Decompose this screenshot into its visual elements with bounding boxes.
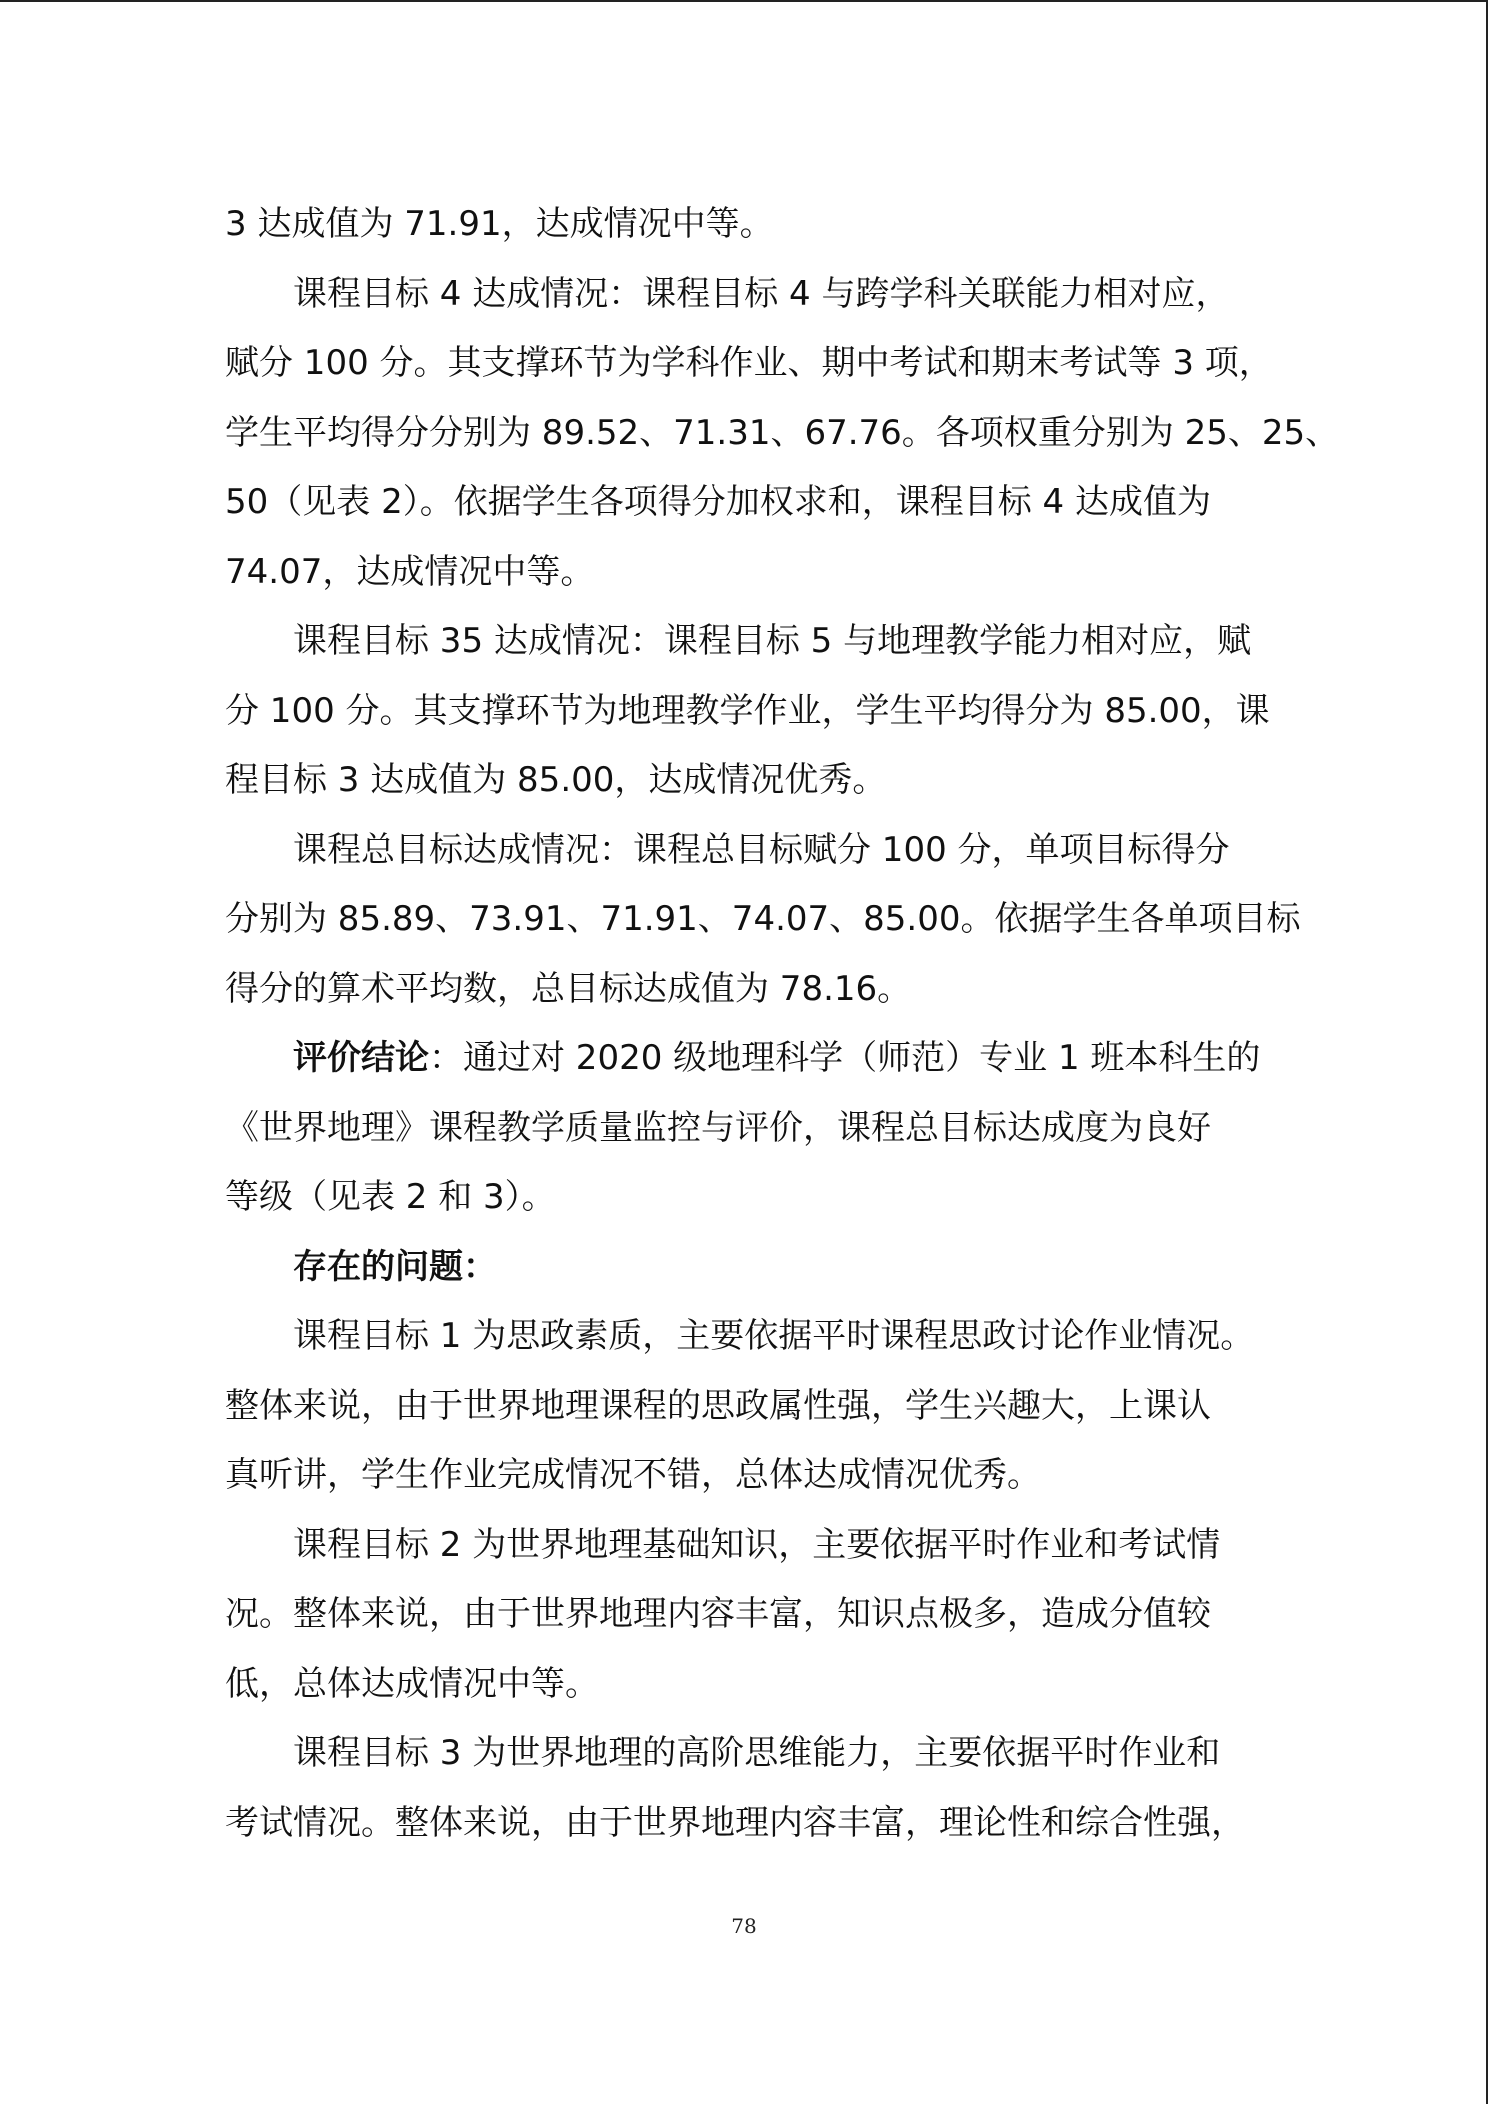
- page-number: 78: [731, 1914, 757, 1938]
- evaluation-conclusion-line: 评价结论：通过对 2020 级地理科学（师范）专业 1 班本科生的: [293, 1038, 1261, 1078]
- text-line-7: 课程目标 35 达成情况：课程目标 5 与地理教学能力相对应，赋: [293, 621, 1252, 661]
- text-line-6: 74.07，达成情况中等。: [225, 551, 595, 592]
- text-line-12: 得分的算术平均数，总目标达成值为 78.16。: [225, 968, 912, 1009]
- text-line-21: 况。整体来说，由于世界地理内容丰富，知识点极多，造成分值较: [225, 1594, 1211, 1634]
- text-line-14: 《世界地理》课程教学质量监控与评价，课程总目标达成度为良好: [225, 1107, 1211, 1148]
- text-line-10: 课程总目标达成情况：课程总目标赋分 100 分，单项目标得分: [293, 829, 1230, 870]
- text-line-2: 课程目标 4 达成情况：课程目标 4 与跨学科关联能力相对应，: [293, 273, 1230, 314]
- text-line-23: 课程目标 3 为世界地理的高阶思维能力，主要依据平时作业和: [293, 1733, 1221, 1773]
- text-line-11: 分别为 85.89、73.91、71.91、74.07、85.00。依据学生各单项目标: [225, 899, 1301, 939]
- text-line-15: 等级（见表 2 和 3）。: [225, 1177, 556, 1217]
- existing-problems-heading-line: [225, 1233, 1288, 1303]
- text-line-1: 3 达成值为 71.91，达成情况中等。: [225, 204, 774, 244]
- existing-problems-heading: 存在的问题：: [293, 1246, 497, 1287]
- text-line-19: 真听讲，学生作业完成情况不错，总体达成情况优秀。: [225, 1455, 1041, 1495]
- text-line-18: 整体来说，由于世界地理课程的思政属性强，学生兴趣大，上课认: [225, 1385, 1211, 1426]
- text-line-17: 课程目标 1 为思政素质，主要依据平时课程思政讨论作业情况。: [293, 1316, 1255, 1356]
- text-line-5: 50（见表 2）。依据学生各项得分加权求和，课程目标 4 达成值为: [225, 482, 1211, 522]
- text-line-8: 分 100 分。其支撑环节为地理教学作业，学生平均得分为 85.00，课: [225, 690, 1270, 731]
- text-line-24: 考试情况。整体来说，由于世界地理内容丰富，理论性和综合性强，: [225, 1802, 1245, 1843]
- text-line-20: 课程目标 2 为世界地理基础知识，主要依据平时作业和考试情: [293, 1524, 1221, 1565]
- text-line-22: 低，总体达成情况中等。: [225, 1663, 599, 1704]
- text-line-3: 赋分 100 分。其支撑环节为学科作业、期中考试和期末考试等 3 项，: [225, 343, 1273, 383]
- evaluation-conclusion-heading: 评价结论: [293, 1038, 429, 1078]
- text-line-9: 程目标 3 达成值为 85.00，达成情况优秀。: [225, 760, 887, 800]
- text-line-4: 学生平均得分分别为 89.52、71.31、67.76。各项权重分别为 25、25、: [225, 412, 1340, 453]
- document-body: [225, 190, 1340, 1858]
